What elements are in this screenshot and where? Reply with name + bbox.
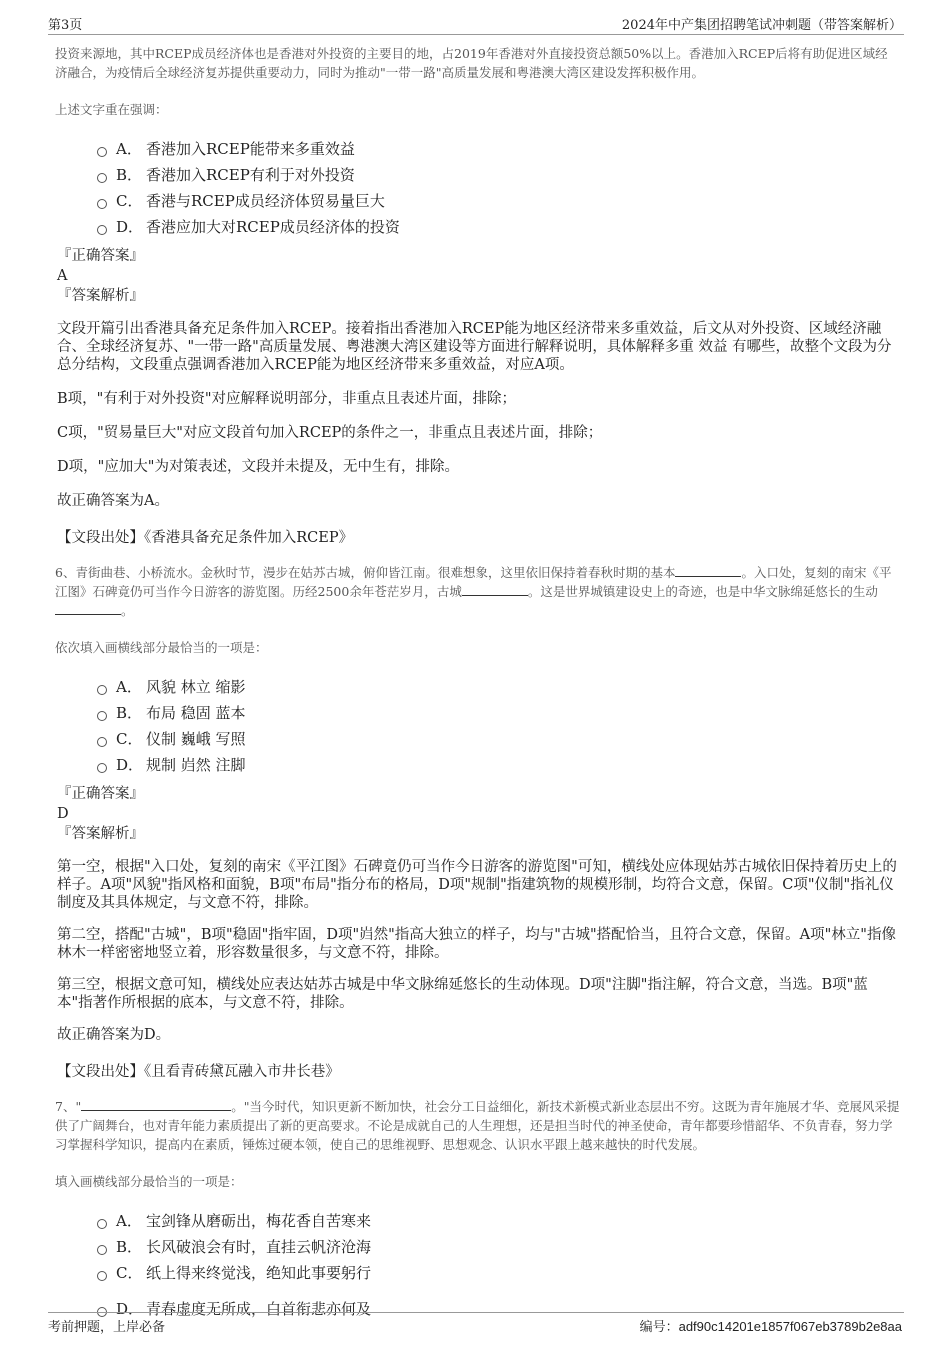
footer-slogan: 考前押题，上岸必备 xyxy=(48,1320,166,1335)
radio-icon[interactable] xyxy=(97,685,107,695)
q6-analysis-3: 第三空，根据文意可知，横线处应表达姑苏古城是中华文脉绵延悠长的生动体现。D项"注脚"指注解，符合文意，当选。B项"蓝本"指著作所根据的底本，与文意不符，排除。 xyxy=(57,977,868,1011)
q6-passage: 6、青街曲巷、小桥流水。金秋时节，漫步在姑苏古城，俯仰皆江南。很难想象，这里依旧保持着春秋时期的基本 。入口处，复刻的南宋《平江图》石碑竟仍可当作今日游客的游览图。历经2500余年苍茫岁月，古城 。这是世界城镇建设史上的奇迹，也是中华文脉绵延悠长的生动。 xyxy=(55,565,892,618)
radio-icon[interactable] xyxy=(97,199,107,209)
radio-icon[interactable] xyxy=(97,1245,107,1255)
q7-options xyxy=(97,1208,900,1322)
q6-option-d[interactable]: D． 规制 岿然 注脚 xyxy=(97,752,900,778)
q6-analysis-4: 故正确答案为D。 xyxy=(57,1027,171,1043)
q7-option-d[interactable]: D． 青春虚度无所成，白首衔悲亦何及 xyxy=(97,1296,900,1322)
q5-analysis-4: D项，"应加大"为对策表述，文段并未提及，无中生有，排除。 xyxy=(57,459,459,475)
q6-source: 【文段出处】《且看青砖黛瓦融入市井长巷》 xyxy=(57,1064,340,1080)
q5-option-c[interactable]: C． 香港与RCEP成员经济体贸易量巨大 xyxy=(97,188,900,214)
q5-option-d[interactable]: D． 香港应加大对RCEP成员经济体的投资 xyxy=(97,214,900,240)
q5-source: 【文段出处】《香港具备充足条件加入RCEP》 xyxy=(57,530,354,546)
q5-answer: A xyxy=(57,268,68,284)
q5-option-b[interactable]: B． 香港加入RCEP有利于对外投资 xyxy=(97,162,900,188)
q5-prompt: 上述文字重在强调： xyxy=(55,102,168,117)
radio-icon[interactable] xyxy=(97,173,107,183)
q5-analysis-3: C项，"贸易量巨大"对应文段首句加入RCEP的条件之一，非重点且表述片面，排除； xyxy=(57,425,603,441)
radio-icon[interactable] xyxy=(97,711,107,721)
q6-analysis-2: 第二空，搭配"古城"，B项"稳固"指牢固，D项"岿然"指高大独立的样子，均与"古城"搭配恰当，且符合文意，保留。A项"林立"指像林木一样密密地竖立着，形容数量很多，与文意不符，排除。 xyxy=(57,927,896,961)
q6-options xyxy=(97,674,900,778)
q6-option-c[interactable]: C． 仪制 巍峨 写照 xyxy=(97,726,900,752)
q6-analysis-label: 『答案解析』 xyxy=(57,826,144,842)
q5-analysis-2: B项，"有利于对外投资"对应解释说明部分，非重点且表述片面，排除； xyxy=(57,391,516,407)
q5-option-a[interactable]: A． 香港加入RCEP能带来多重效益 xyxy=(97,136,900,162)
radio-icon[interactable] xyxy=(97,225,107,235)
q7-option-b[interactable]: B． 长风破浪会有时，直挂云帆济沧海 xyxy=(97,1234,900,1260)
q5-analysis-1: 文段开篇引出香港具备充足条件加入RCEP。接着指出香港加入RCEP能为地区经济带来多重效益，后文从对外投资、区域经济融合、全球经济复苏、"一带一路"高质量发展、粤港澳大湾区建设等方面进行解释说明，具体解释多重 效益 有哪些，故整个文段为分总分结构，文段重点强调香港加入RCEP能为地区经济带来多重效益，对应A项。 xyxy=(57,321,892,373)
q5-options xyxy=(97,136,900,240)
q7-passage: 7、" 。"当今时代，知识更新不断加快，社会分工日益细化，新技术新模式新业态层出不穷。这既为青年施展才华、竞展风采提供了广阔舞台，也对青年能力素质提出了新的更高要求。不论是成就自己的人生理想，还是担当时代的神圣使命，青年都要珍惜韶华、不负青春，努力学习掌握科学知识，提高内在素质，锤炼过硬本领，使自己的思维视野、思想观念、认识水平跟上越来越快的时代发展。 xyxy=(55,1099,900,1152)
q6-option-a[interactable]: A． 风貌 林立 缩影 xyxy=(97,674,900,700)
page-content xyxy=(55,44,900,1322)
q6-answer-label: 『正确答案』 xyxy=(57,786,144,802)
q5-analysis-label: 『答案解析』 xyxy=(57,288,144,304)
page-header xyxy=(48,12,904,35)
fill-blank xyxy=(81,1098,231,1111)
page-footer xyxy=(48,1312,904,1335)
q6-answer: D xyxy=(57,806,69,822)
footer-code: 编号：adf90c14201e1857f067eb3789b2e8aa xyxy=(639,1319,902,1334)
q5-answer-label: 『正确答案』 xyxy=(57,248,144,264)
radio-icon[interactable] xyxy=(97,763,107,773)
q7-prompt: 填入画横线部分最恰当的一项是： xyxy=(55,1174,243,1189)
q5-analysis-5: 故正确答案为A。 xyxy=(57,493,169,509)
radio-icon[interactable] xyxy=(97,1219,107,1229)
fill-blank xyxy=(462,583,528,596)
q6-analysis-1: 第一空，根据"入口处，复刻的南宋《平江图》石碑竟仍可当作今日游客的游览图"可知，横线处应体现姑苏古城依旧保持着历史上的样子。A项"风貌"指风格和面貌，B项"布局"指分布的格局，D项"规制"指建筑物的规模形制，均符合文意，保留。C项"仪制"指礼仪制度及其具体规定，与文意不符，排除。 xyxy=(57,859,897,911)
radio-icon[interactable] xyxy=(97,1271,107,1281)
fill-blank xyxy=(675,564,741,577)
q5-passage: 投资来源地，其中RCEP成员经济体也是香港对外投资的主要目的地，占2019年香港对外直接投资总额50%以上。香港加入RCEP后将有助促进区域经济融合，为疫情后全球经济复苏提供重要动力，同时为推动"一带一路"高质量发展和粤港澳大湾区建设发挥积极作用。 xyxy=(55,46,888,80)
q6-prompt: 依次填入画横线部分最恰当的一项是： xyxy=(55,640,268,655)
q7-option-c[interactable]: C． 纸上得来终觉浅，绝知此事要躬行 xyxy=(97,1260,900,1286)
page-number: 第3页 xyxy=(48,18,83,33)
q6-option-b[interactable]: B． 布局 稳固 蓝本 xyxy=(97,700,900,726)
radio-icon[interactable] xyxy=(97,737,107,747)
q7-option-a[interactable]: A． 宝剑锋从磨砺出，梅花香自苦寒来 xyxy=(97,1208,900,1234)
fill-blank xyxy=(55,602,121,615)
radio-icon[interactable] xyxy=(97,147,107,157)
document-title: 2024年中产集团招聘笔试冲刺题（带答案解析） xyxy=(621,18,902,33)
